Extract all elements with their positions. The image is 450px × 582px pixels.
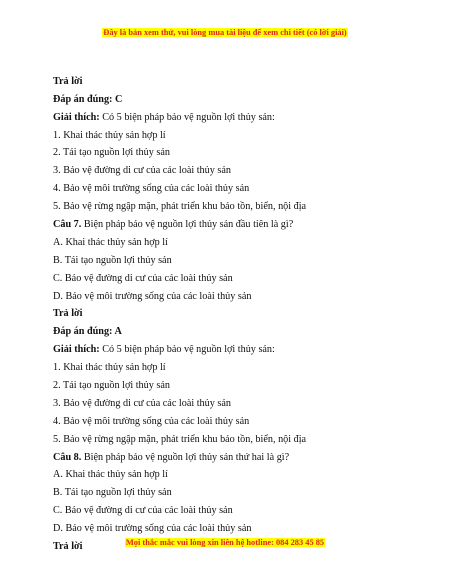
explanation-item: 5. Bảo vệ rừng ngập mặn, phát triển khu bảo tồn, biển, nội địa xyxy=(53,201,307,213)
explanation-item: 4. Bảo vệ môi trường sống của các loài thủy sản xyxy=(53,415,250,427)
answer-heading: Trả lời xyxy=(53,75,83,87)
explanation-label: Giải thích: xyxy=(53,111,100,123)
explanation-item: 1. Khai thác thủy sản hợp lí xyxy=(53,129,166,141)
explanation-item: 5. Bảo vệ rừng ngập mặn, phát triển khu bảo tồn, biển, nội địa xyxy=(53,433,307,445)
explanation-label: Giải thích: xyxy=(53,344,100,356)
explanation xyxy=(53,109,413,127)
question-8-option-b: B. Tái tạo nguồn lợi thủy sản xyxy=(53,487,172,499)
preview-notice-text: Đây là bản xem thử, vui lòng mua tài liệu để xem chi tiết (có lời giải) xyxy=(103,28,347,37)
explanation xyxy=(53,341,413,359)
answer-heading: Trả lời xyxy=(53,308,83,320)
explanation-item: 4. Bảo vệ môi trường sống của các loài thủy sản xyxy=(53,183,250,195)
explanation-text: Có 5 biện pháp bảo vệ nguồn lợi thủy sản: xyxy=(99,344,275,356)
answer-heading: Trả lời xyxy=(53,541,83,553)
explanation-item: 3. Bảo vệ đường di cư của các loài thủy sản xyxy=(53,165,231,177)
question-7-option-b: B. Tái tạo nguồn lợi thủy sản xyxy=(53,254,172,266)
correct-answer xyxy=(53,91,413,109)
question-8-label: Câu 8. xyxy=(53,451,82,463)
document-body xyxy=(53,55,413,556)
correct-answer xyxy=(53,323,413,341)
block1-gap xyxy=(53,55,413,73)
hotline-banner xyxy=(0,537,450,548)
explanation-item: 1. Khai thác thủy sản hợp lí xyxy=(53,362,166,374)
question-7 xyxy=(53,216,413,234)
explanation-text: Có 5 biện pháp bảo vệ nguồn lợi thủy sản: xyxy=(99,111,275,123)
explanation-item: 2. Tái tạo nguồn lợi thủy sản xyxy=(53,380,170,392)
correct-answer-label: Đáp án đúng: xyxy=(53,326,113,338)
explanation-item: 3. Bảo vệ đường di cư của các loài thủy sản xyxy=(53,397,231,409)
hotline-text: Mọi thắc mắc vui lòng xin liên hệ hotline: 084 283 45 85 xyxy=(125,538,325,547)
preview-notice-banner xyxy=(0,27,450,38)
correct-answer-label: Đáp án đúng: xyxy=(53,93,113,105)
question-7-label: Câu 7. xyxy=(53,219,82,231)
question-8-option-a: A. Khai thác thủy sản hợp lí xyxy=(53,469,168,481)
correct-answer-value: A xyxy=(112,326,122,338)
question-7-option-c: C. Bảo vệ đường di cư của các loài thủy sản xyxy=(53,272,233,284)
question-8-text: Biện pháp bảo vệ nguồn lợi thủy sản thứ hai là gì? xyxy=(81,451,290,463)
question-7-text: Biện pháp bảo vệ nguồn lợi thủy sản đầu tiên là gì? xyxy=(81,219,294,231)
question-7-option-d: D. Bảo vệ môi trường sống của các loài thủy sản xyxy=(53,290,252,302)
correct-answer-value: C xyxy=(112,93,123,105)
question-8 xyxy=(53,449,413,467)
explanation-item: 2. Tái tạo nguồn lợi thủy sản xyxy=(53,147,170,159)
question-8-option-d: D. Bảo vệ môi trường sống của các loài thủy sản xyxy=(53,523,252,535)
question-8-option-c: C. Bảo vệ đường di cư của các loài thủy sản xyxy=(53,505,233,517)
question-7-option-a: A. Khai thác thủy sản hợp lí xyxy=(53,236,168,248)
